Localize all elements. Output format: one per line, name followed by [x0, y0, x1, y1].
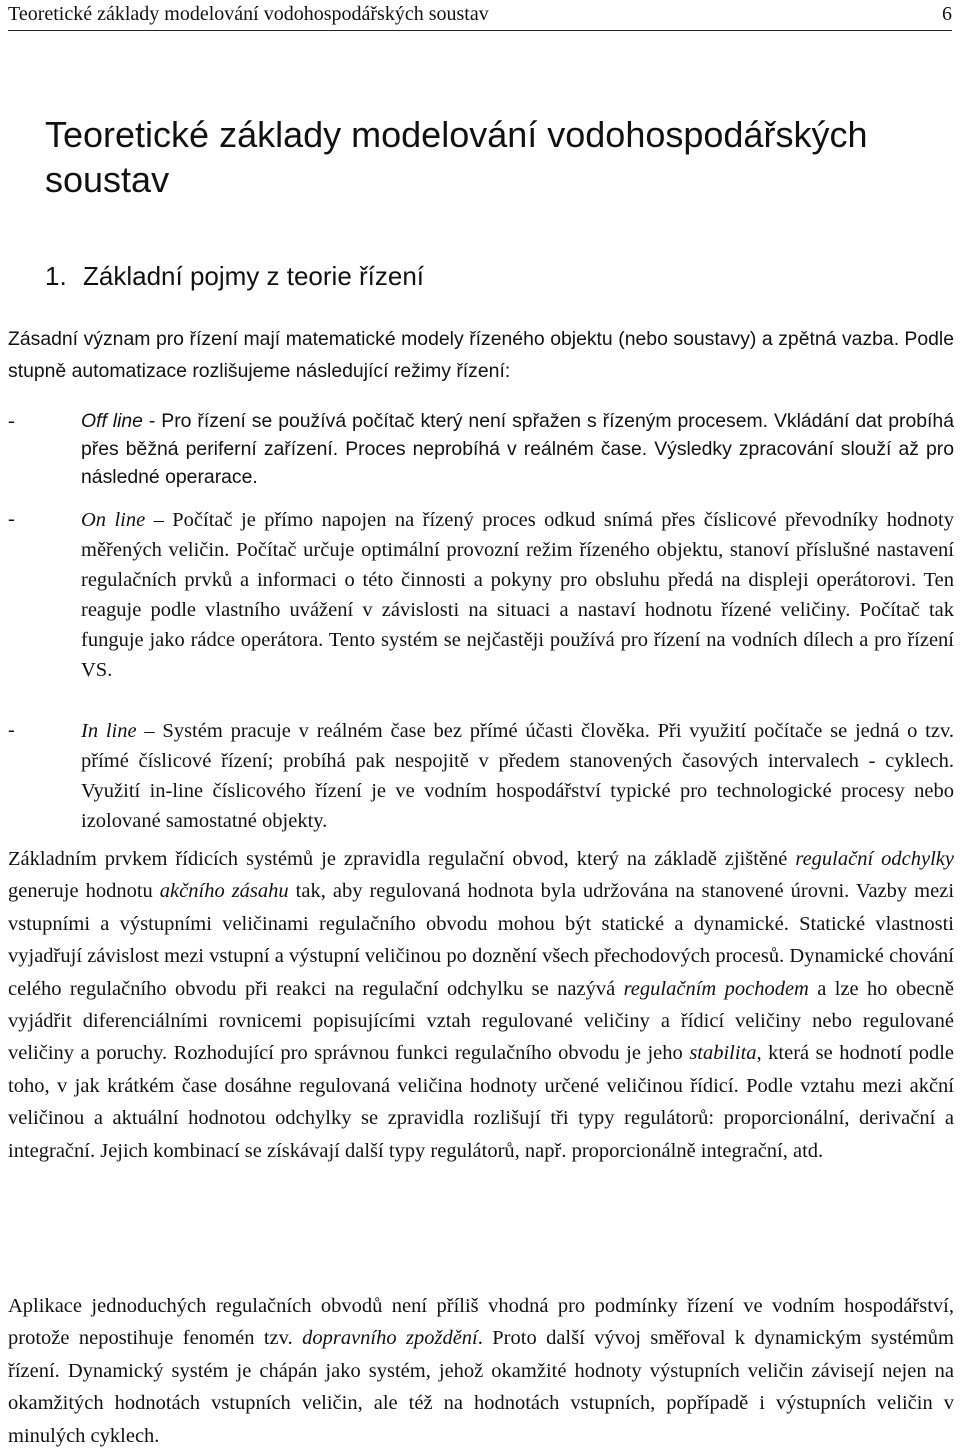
intro-paragraph: [8, 323, 954, 388]
emphasis: akčního zásahu: [159, 880, 289, 903]
section-heading: [45, 258, 424, 294]
list-item-body: [81, 716, 954, 836]
list-item: [8, 505, 954, 685]
term-on-line: On line: [81, 509, 146, 531]
intro-text-1: Zásadní význam pro řízení mají matematické modely řízeného objektu (nebo soustavy) a zpětná vazba.: [8, 328, 900, 350]
page-number: 6: [942, 3, 952, 25]
text-run: generuje hodnotu: [8, 880, 160, 903]
text-run: . Proto další vývoj směřoval k dynamickým systémům řízení. Dynamický systém je chápán jako systém, jehož okamžité hodnoty výstupních veličin závisejí nejen na okamžitých hodnotách vstupních veličin, ale též na hodnotách vstupních, popřípadě i výstupních veličin v minulých cyklech.: [8, 1327, 955, 1447]
section-number: 1.: [45, 261, 67, 291]
emphasis: regulační odchylky: [795, 848, 954, 870]
list-dash: -: [8, 508, 15, 530]
text-run: Základním prvkem řídicích systémů je zpravidla regulační obvod, který na základě zjištěné: [8, 848, 796, 870]
text-run: Aplikace jednoduchých regulačních obvodů není příliš vhodná pro podmínky řízení ve vodním hospodářství, protože nepostihuje fenomén tzv.: [8, 1295, 954, 1350]
list-item-text: - Pro řízení se používá počítač který není spřažen s řízeným procesem. Vkládání dat probíhá přes běžná periferní zařízení. Proces neprobíhá v reálném čase. Výsledky zpracování slouží až pro následné operarace.: [81, 410, 954, 488]
list-item-body: [81, 505, 954, 685]
body-paragraph: [8, 843, 954, 1167]
section-title: Základní pojmy z teorie řízení: [83, 261, 425, 291]
term-off-line: Off line: [81, 410, 143, 432]
document-title: Teoretické základy modelování vodohospodářských soustav: [45, 114, 868, 200]
emphasis: dopravního zpoždění: [302, 1327, 478, 1350]
body-paragraph: [8, 1290, 954, 1452]
emphasis: regulačním pochodem: [623, 977, 809, 1000]
term-in-line: In line: [81, 720, 137, 742]
list-item: [8, 716, 954, 836]
list-item-body: [81, 407, 954, 491]
running-header: [8, 0, 952, 31]
header-title: Teoretické základy modelování vodohospodářských soustav: [8, 3, 489, 25]
list-item-text: – Systém pracuje v reálném čase bez přímé účasti člověka. Při využití počítače se jedná o tzv. přímé číslicové řízení; probíhá pak nespojitě v předem stanovených časových intervalech - cyklech. Využití in-line číslicového řízení je ve vodním hospodářství typické pro technologické procesy nebo izolované samostatné objekty.: [81, 720, 954, 832]
list-item: [8, 407, 954, 491]
list-dash: -: [8, 719, 15, 741]
list-dash: -: [8, 410, 15, 432]
intro-text-2: Podle stupně automatizace rozlišujeme následující režimy řízení:: [8, 328, 954, 383]
list-item-text: – Počítač je přímo napojen na řízený proces odkud snímá přes číslicové převodníky hodnoty měřených veličin. Počítač určuje optimální provozní režim řízeného objektu, stanoví příslušné nastavení regulačních prvků a informaci o této činnosti a pokyny pro obsluhu předá na displeji operátorovi. Ten reaguje podle vlastního uvážení v závislosti na situaci a nastaví hodnotu řízené veličiny. Počítač tak funguje jako rádce operátora. Tento systém se nejčastěji používá pro řízení na vodních dílech a pro řízení VS.: [81, 509, 954, 681]
text-run: a lze ho obecně vyjádřit diferenciálními rovnicemi popisujícími vztah regulované veličiny a řídicí veličiny nebo regulované veličiny a poruchy. Rozhodující pro správnou funkci regulačního obvodu je jeho: [8, 977, 954, 1065]
text-run: , která se hodnotí podle toho, v jak krátkém čase dosáhne regulovaná veličina hodnoty určené veličinou řídicí. Podle vztahu mezi akční veličinou a aktuální hodnotou odchylky se zpravidla rozlišují tři typy regulátorů: proporcionální, derivační a integrační. Jejich kombinací se získávají další typy regulátorů, např. proporcionálně integrační, atd.: [8, 1042, 954, 1162]
emphasis: stabilita: [689, 1042, 757, 1065]
text-run: tak, aby regulovaná hodnota byla udržována na stanovené úrovni. Vazby mezi vstupními a výstupními veličinami regulačního obvodu mohou být statické a dynamické. Statické vlastnosti vyjadřují závislost mezi vstupní a výstupní veličinou po doznění všech přechodových procesů. Dynamické chování celého regulačního obvodu při reakci na regulační odchylku se nazývá: [8, 880, 955, 1000]
